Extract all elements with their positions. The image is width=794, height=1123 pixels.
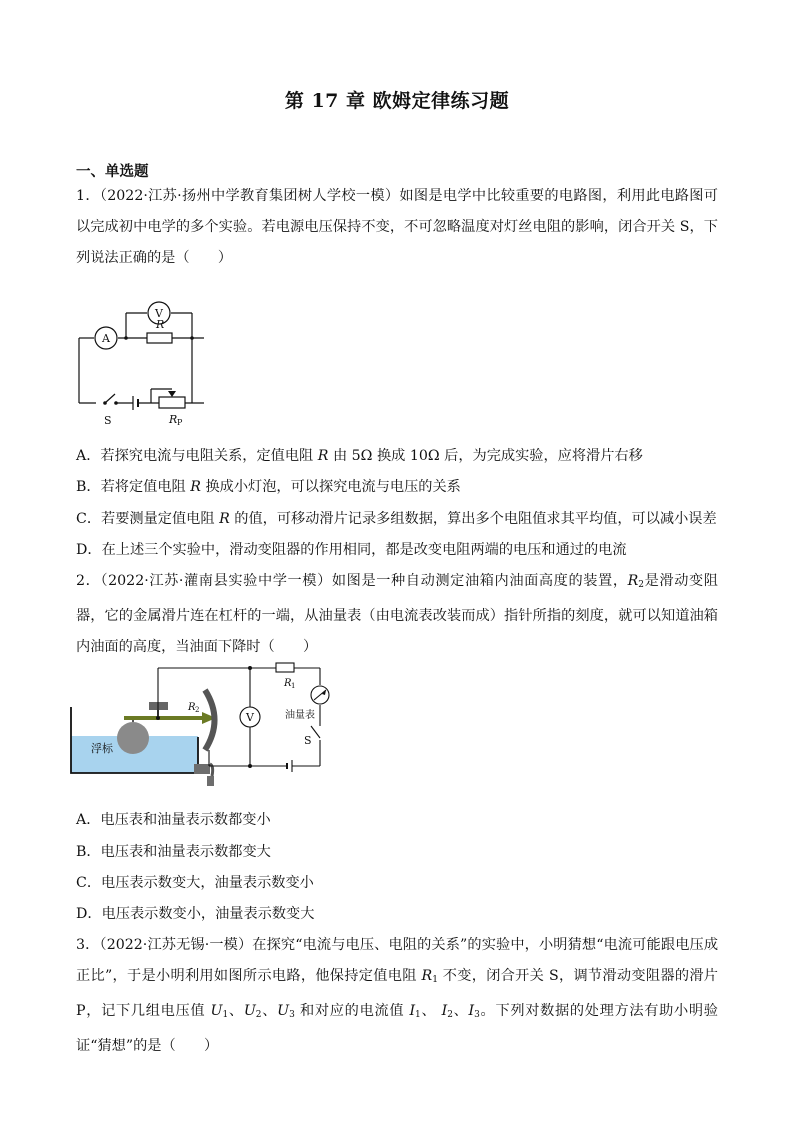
question-3-stem: 3．（2022·江苏无锡·一模）在探究“电流与电压、电阻的关系”的实验中，小明猜想“电流可能跟电压成正比”，于是小明利用如图所示电路，他保持定值电阻 $R_1$ 不变，闭合开关 S，调节滑动变阻器的滑片 P，记下几组电压值 $U_1$、$U_2$、$U_3$ 和对应的电流值 $I_1$、 $I_2$、$I_3$。下列对数据的处理方法有助小明验证“猜想”的是（ ）	[76, 937, 719, 1054]
rheostat-subscript: P	[177, 418, 183, 427]
question-2-option-c[interactable]: C．电压表示数变大，油量表示数变小	[76, 875, 314, 891]
question-1-option-a[interactable]: A．若探究电流与电阻关系，定值电阻 R 由 5Ω 换成 10Ω 后，为完成实验，应将滑片右移	[76, 448, 643, 464]
resistor-label: R	[156, 318, 165, 331]
question-3-number: 3	[76, 937, 86, 953]
switch-label: S	[304, 734, 312, 747]
rheostat-label: R	[169, 413, 178, 426]
question-2-option-d[interactable]: D．电压表示数变小，油量表示数变大	[76, 906, 315, 922]
question-2-option-a[interactable]: A．电压表和油量表示数都变小	[76, 812, 271, 828]
question-1-stem: 1．（2022·江苏·扬州中学教育集团树人学校一模）如图是电学中比较重要的电路图，利用此电路图可以完成初中电学的多个实验。若电源电压保持不变，不可忽略温度对灯丝电阻的影响，闭合开关 S，下列说法正确的是（ ）	[76, 188, 718, 266]
r1-label: R	[284, 678, 292, 689]
question-1-source: （2022·江苏·扬州中学教育集团树人学校一模）	[99, 188, 400, 204]
r1-subscript: 1	[291, 682, 296, 690]
question-2-oil-level-diagram	[64, 660, 334, 802]
float-label: 浮标	[91, 742, 113, 755]
float-ball-icon	[117, 722, 149, 754]
question-1-option-b[interactable]: B．若将定值电阻 R 换成小灯泡，可以探究电流与电压的关系	[76, 479, 461, 495]
oil-meter-label: 油量表	[285, 710, 315, 721]
question-1-text: 如图是电学中比较重要的电路图，利用此电路图可以完成初中电学的多个实验。若电源电压保持不变，不可忽略温度对灯丝电阻的影响，闭合开关 S，下列说法正确的是（ ）	[76, 188, 718, 266]
question-1-option-d[interactable]: D．在上述三个实验中，滑动变阻器的作用相同，都是改变电阻两端的电压和通过的电流	[76, 542, 627, 558]
r2-label: R	[188, 702, 196, 713]
question-2-number: 2	[76, 573, 86, 589]
ammeter-label: A	[102, 332, 110, 345]
question-1-option-c[interactable]: C．若要测量定值电阻 R 的值，可移动滑片记录多组数据，算出多个电阻值求其平均值，可以减小误差	[76, 511, 717, 527]
voltmeter-label: V	[246, 711, 254, 724]
voltmeter-label: V	[155, 307, 163, 320]
r2-subscript: 2	[195, 706, 200, 714]
slider-arrow-icon	[168, 391, 176, 397]
question-2-stem: 2．（2022·江苏·灌南县实验中学一模）如图是一种自动测定油箱内油面高度的装置，$R_2$是滑动变阻器，它的金属滑片连在杠杆的一端，从油量表（由电流表改装而成）指针所指的刻度，就可以知道油箱内油面的高度，当油面下降时（ ）	[76, 573, 718, 655]
question-1-number: 1	[76, 188, 86, 204]
page-title: 第 17 章 欧姆定律练习题	[284, 90, 510, 112]
section-heading: 一、单选题	[76, 163, 149, 180]
switch-label: S	[104, 414, 112, 427]
question-1-circuit-diagram	[74, 256, 204, 430]
question-2-option-b[interactable]: B．电压表和油量表示数都变大	[76, 844, 271, 860]
